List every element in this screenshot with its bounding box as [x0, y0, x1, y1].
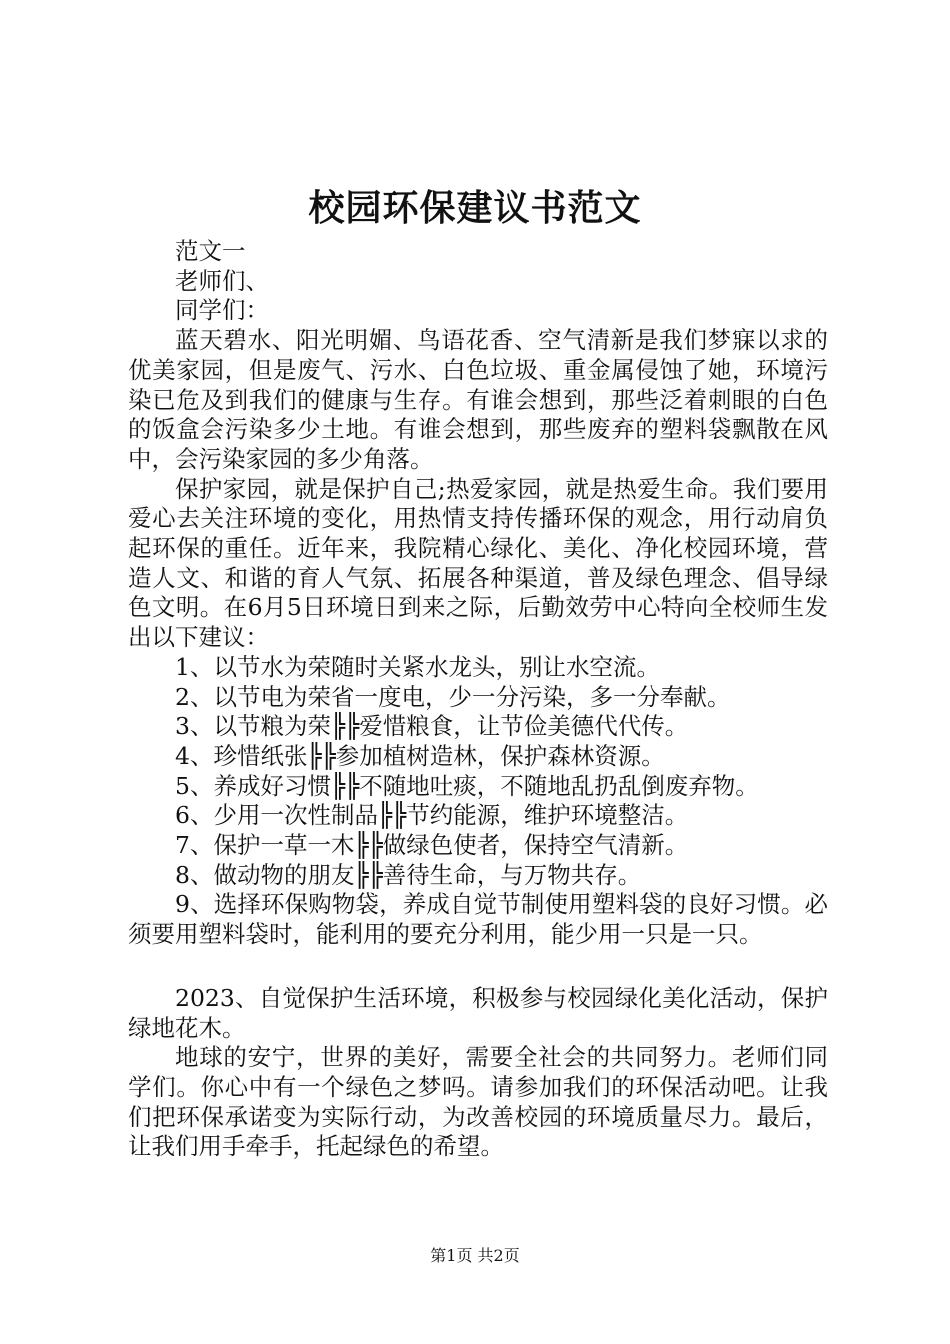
page-number-footer: 第1页 共2页	[430, 1246, 520, 1265]
paragraph-greeting-label: 范文一	[175, 237, 246, 265]
suggestion-item-8: 8、做动物的朋友╠╠善待生命，与万物共存。	[175, 860, 642, 889]
suggestion-item-2023: 2023、自觉保护生活环境，积极参与校园绿化美化活动，保护绿地花木。	[128, 983, 828, 1042]
paragraph-closing: 地球的安宁，世界的美好，需要全社会的共同努力。老师们同学们。你心中有一个绿色之梦吗。请参加我们的环保活动吧。让我们把环保承诺变为实际行动，为改善校园的环境质量尽力。最后，让我们用手牵手，托起绿色的希望。	[128, 1043, 828, 1161]
suggestion-item-2: 2、以节电为荣省一度电，少一分污染，多一分奉献。	[175, 682, 731, 711]
suggestion-item-5: 5、养成好习惯╠╠不随地吐痰，不随地乱扔乱倒废弃物。	[175, 771, 759, 800]
suggestion-item-6: 6、少用一次性制品╠╠节约能源，维护环境整洁。	[175, 801, 689, 830]
paragraph-salutation-students: 同学们：	[175, 296, 269, 325]
suggestion-item-7: 7、保护一草一木╠╠做绿色使者，保持空气清新。	[175, 831, 689, 860]
document-title: 校园环保建议书范文	[308, 187, 642, 229]
suggestion-item-3: 3、以节粮为荣╠╠爱惜粮食，让节俭美德代代传。	[175, 712, 689, 741]
paragraph-intro: 蓝天碧水、阳光明媚、鸟语花香、空气清新是我们梦寐以求的优美家园，但是废气、污水、白色垃圾、重金属侵蚀了她，环境污染已危及到我们的健康与生存。有谁会想到，那些泛着刺眼的白色的饭盒会污染多少土地。有谁会想到，那些废弃的塑料袋飘散在风中，会污染家园的多少角落。	[128, 326, 828, 473]
suggestion-item-1: 1、以节水为荣随时关紧水龙头，别让水空流。	[175, 652, 660, 681]
paragraph-salutation-teachers: 老师们、	[175, 266, 269, 295]
suggestion-item-9: 9、选择环保购物袋，养成自觉节制使用塑料袋的良好习惯。必须要用塑料袋时，能利用的要充分利用，能少用一只是一只。	[128, 890, 828, 949]
document-body	[128, 237, 828, 1162]
paragraph-protect-home: 保护家园，就是保护自己;热爱家园，就是热爱生命。我们要用爱心去关注环境的变化，用热情支持传播环保的观念，用行动肩负起环保的重任。近年来，我院精心绿化、美化、净化校园环境，营造人文、和谐的育人气氛、拓展各种渠道，普及绿色理念、倡导绿色文明。在6月5日环境日到来之际，后勤效劳中心特向全校师生发出以下建议：	[128, 474, 828, 652]
suggestion-item-4: 4、珍惜纸张╠╠参加植树造林，保护森林资源。	[175, 741, 665, 770]
